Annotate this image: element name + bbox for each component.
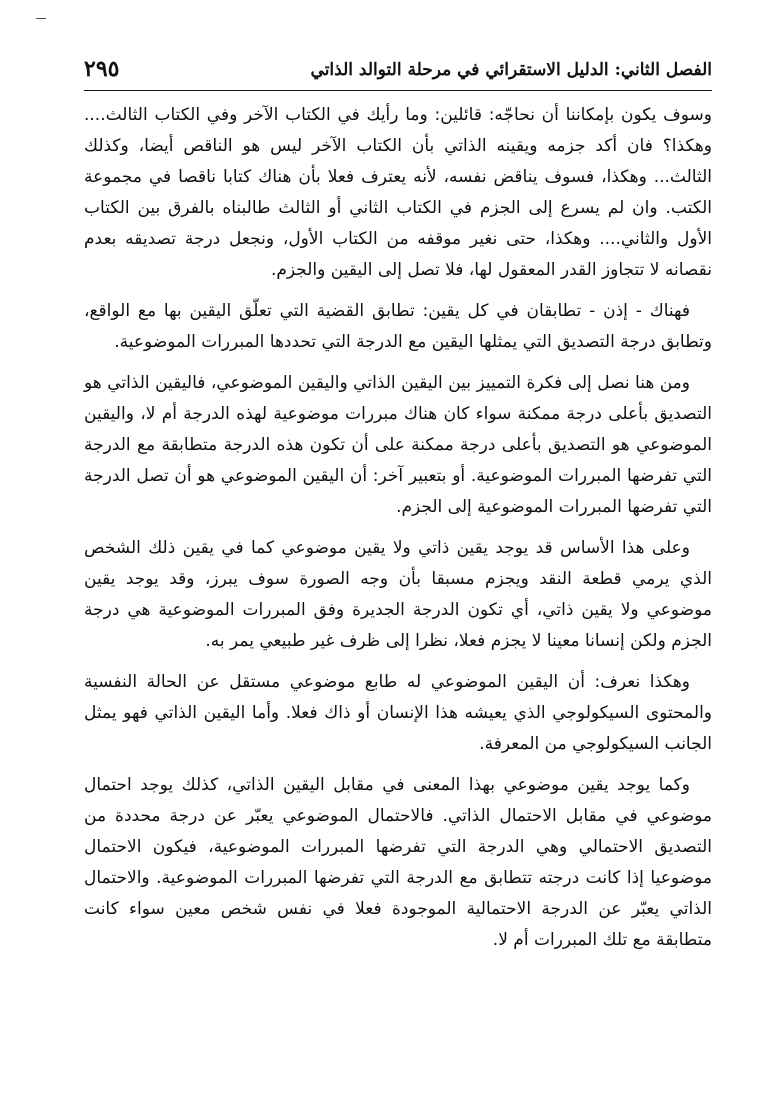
paragraph: ومن هنا نصل إلى فكرة التمييز بين اليقين الذاتي واليقين الموضوعي، فاليقين الذاتي هو التصديق بأعلى درجة ممكنة سواء كان هناك مبررات موضوعية لهذه الدرجة أم لا، واليقين الموضوعي هو التصديق بأعلى درجة ممكنة على أن تكون هذه الدرجة متطابقة مع الدرجة التي تفرضها المبررات الموضوعية. أو بتعبير آخر: أن اليقين الموضوعي هو أن تصل الدرجة التي تفرضها المبررات الموضوعية إلى الجزم. (84, 373, 712, 517)
page-number: ٢٩٥ (84, 56, 120, 82)
paragraph: وعلى هذا الأساس قد يوجد يقين ذاتي ولا يقين موضوعي كما في يقين ذلك الشخص الذي يرمي قطعة النقد ويجزم مسبقا بأن وجه الصورة سوف يبرز، وقد يوجد يقين موضوعي ولا يقين ذاتي، أي تكون الدرجة الجديرة وفق المبررات الموضوعية هي درجة الجزم ولكن إنسانا معينا لا يجزم فعلا، نظرا إلى ظرف غير طبيعي يمر به. (84, 538, 712, 651)
header-rule (84, 90, 712, 91)
corner-mark (36, 18, 46, 19)
paragraph: وسوف يكون بإمكاننا أن نحاجّه: قائلين: وما رأيك في الكتاب الآخر وفي الكتاب الثالث.... وهكذا؟ فان أكد جزمه ويقينه الذاتي بأن الكتاب الآخر ليس هو الناقص أيضا، وكذلك الثالث... وهكذا، فسوف يناقض نفسه، لأنه يعترف فعلا بأن هناك كتابا ناقصا في مجموعة الكتب. وان لم يسرع إلى الجزم في الكتاب الثاني أو الثالث طالبناه بالفرق بين الكتاب الأول والثاني.... وهكذا، حتى نغير موقفه من الكتاب الأول، ونجعل درجة تصديقه بعدم نقصانه لا تتجاوز القدر المعقول لها، فلا تصل إلى اليقين والجزم. (84, 105, 712, 280)
running-header (84, 54, 712, 88)
body-text (84, 100, 712, 966)
paragraph: فهناك - إذن - تطابقان في كل يقين: تطابق القضية التي تعلّق اليقين بها مع الواقع، وتطابق درجة التصديق التي يمثلها اليقين مع الدرجة التي تحددها المبررات الموضوعية. (84, 301, 712, 352)
paragraph: وهكذا نعرف: أن اليقين الموضوعي له طابع موضوعي مستقل عن الحالة النفسية والمحتوى السيكولوجي الذي يعيشه هذا الإنسان أو ذاك فعلا. وأما اليقين الذاتي فهو يمثل الجانب السيكولوجي من المعرفة. (84, 672, 712, 754)
paragraph: وكما يوجد يقين موضوعي بهذا المعنى في مقابل اليقين الذاتي، كذلك يوجد احتمال موضوعي في مقابل الاحتمال الذاتي. فالاحتمال الموضوعي يعبّر عن درجة محددة من التصديق الاحتمالي وهي الدرجة التي تفرضها المبررات الموضوعية، فيكون الاحتمال موضوعيا إذا كانت درجته تتطابق مع الدرجة التي تفرضها المبررات الموضوعية. والاحتمال الذاتي يعبّر عن الدرجة الاحتمالية الموجودة فعلا في نفس شخص معين سواء كانت متطابقة مع تلك المبررات أم لا. (84, 775, 712, 950)
chapter-title: الفصل الثاني: الدليل الاستقرائي في مرحلة التوالد الذاتي (310, 60, 712, 80)
